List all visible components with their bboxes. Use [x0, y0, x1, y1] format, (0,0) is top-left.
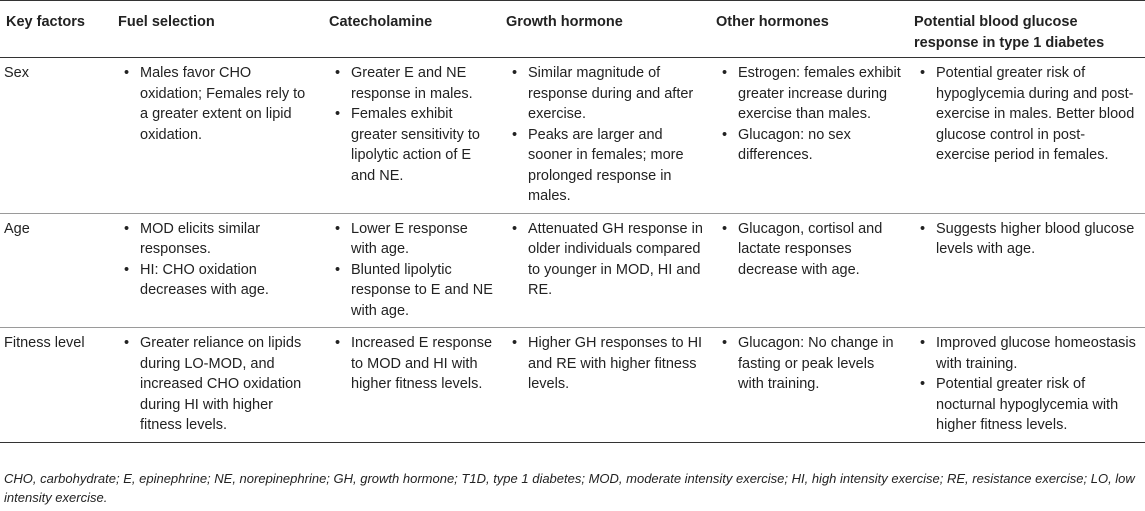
- bullet-list: [506, 333, 704, 395]
- table-cell: [323, 58, 500, 214]
- table-cell: [112, 213, 323, 328]
- bullet-list: [506, 219, 704, 301]
- table-cell: [710, 328, 908, 443]
- list-item: • Potential greater risk of nocturnal hypoglycemia with higher fitness levels.: [914, 374, 1139, 436]
- table-cell: [908, 58, 1145, 214]
- column-header: Catecholamine: [323, 1, 500, 58]
- list-item: • Females exhibit greater sensitivity to lipolytic action of E and NE.: [329, 104, 494, 186]
- list-item: • Attenuated GH response in older individuals compared to younger in MOD, HI and RE.: [506, 219, 704, 301]
- bullet-list: [329, 219, 494, 322]
- list-item: • HI: CHO oxidation decreases with age.: [118, 260, 317, 301]
- bullet-list: [914, 333, 1139, 436]
- table-cell: [908, 328, 1145, 443]
- table-cell: [500, 58, 710, 214]
- bullet-list: [329, 333, 494, 395]
- list-item: • Glucagon, cortisol and lactate responses decrease with age.: [716, 219, 902, 281]
- list-item: • Lower E response with age.: [329, 219, 494, 260]
- table-cell: [710, 58, 908, 214]
- list-item: • Blunted lipolytic response to E and NE with age.: [329, 260, 494, 322]
- list-item: • Glucagon: no sex differences.: [716, 125, 902, 166]
- list-item: • Similar magnitude of response during and after exercise.: [506, 63, 704, 125]
- table-cell: [908, 213, 1145, 328]
- table-cell: [112, 328, 323, 443]
- column-header: Other hormones: [710, 1, 908, 58]
- row-label: Age: [0, 213, 112, 328]
- list-item: • Males favor CHO oxidation; Females rely to a greater extent on lipid oxidation.: [118, 63, 317, 145]
- bullet-list: [914, 63, 1139, 166]
- list-item: • Higher GH responses to HI and RE with higher fitness levels.: [506, 333, 704, 395]
- bullet-list: [716, 219, 902, 281]
- list-item: • Suggests higher blood glucose levels with age.: [914, 219, 1139, 260]
- table-cell: [710, 213, 908, 328]
- bullet-list: [506, 63, 704, 207]
- bullet-list: [329, 63, 494, 186]
- row-label: Fitness level: [0, 328, 112, 443]
- table-cell: [500, 213, 710, 328]
- bullet-list: [118, 219, 317, 301]
- bullet-list: [716, 63, 902, 166]
- list-item: • Increased E response to MOD and HI with higher fitness levels.: [329, 333, 494, 395]
- bullet-list: [914, 219, 1139, 260]
- table-footnote: CHO, carbohydrate; E, epinephrine; NE, norepinephrine; GH, growth hormone; T1D, type 1 diabetes; MOD, moderate intensity exercise; HI, high intensity exercise; RE, resistance exercise; LO, low intensity exercise.: [4, 471, 1135, 505]
- list-item: • MOD elicits similar responses.: [118, 219, 317, 260]
- row-label: Sex: [0, 58, 112, 214]
- table-row: [0, 213, 1145, 328]
- table-cell: [323, 328, 500, 443]
- list-item: • Glucagon: No change in fasting or peak levels with training.: [716, 333, 902, 395]
- header-row: [0, 1, 1145, 58]
- list-item: • Estrogen: females exhibit greater increase during exercise than males.: [716, 63, 902, 125]
- table-row: [0, 328, 1145, 443]
- table-cell: [323, 213, 500, 328]
- table-cell: [112, 58, 323, 214]
- column-header: Fuel selection: [112, 1, 323, 58]
- table-cell: [500, 328, 710, 443]
- column-header: Growth hormone: [500, 1, 710, 58]
- column-header: Potential blood glucose response in type 1 diabetes: [908, 1, 1145, 58]
- bullet-list: [716, 333, 902, 395]
- list-item: • Greater E and NE response in males.: [329, 63, 494, 104]
- column-header: Key factors: [0, 1, 112, 58]
- list-item: • Improved glucose homeostasis with training.: [914, 333, 1139, 374]
- list-item: • Potential greater risk of hypoglycemia during and post-exercise in males. Better blood glucose control in post-exercise period in females.: [914, 63, 1139, 166]
- list-item: • Greater reliance on lipids during LO-MOD, and increased CHO oxidation during HI with higher fitness levels.: [118, 333, 317, 436]
- bullet-list: [118, 63, 317, 145]
- table-row: [0, 58, 1145, 214]
- bullet-list: [118, 333, 317, 436]
- list-item: • Peaks are larger and sooner in females; more prolonged response in males.: [506, 125, 704, 207]
- table-body: [0, 58, 1145, 443]
